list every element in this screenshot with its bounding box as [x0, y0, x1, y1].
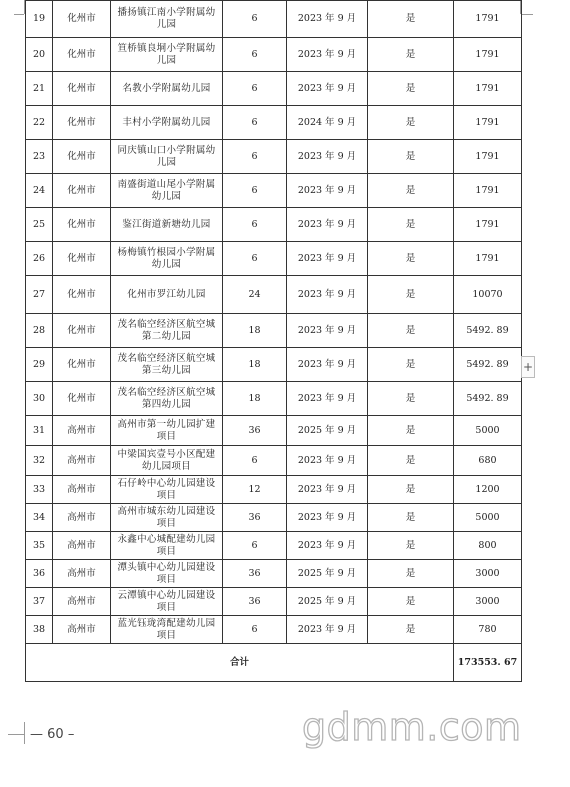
city-cell: 化州市: [53, 72, 111, 106]
table-row: [26, 140, 522, 174]
project-name: 播扬镇江南小学附属幼儿园: [111, 1, 223, 38]
project-name: 高州市城东幼儿园建设项目: [111, 504, 223, 532]
amount-cell: 5000: [454, 416, 522, 446]
project-name: 丰村小学附属幼儿园: [111, 106, 223, 140]
class-count: 12: [223, 476, 287, 504]
table-row: [26, 72, 522, 106]
project-name: 名教小学附属幼儿园: [111, 72, 223, 106]
row-number: 25: [26, 208, 53, 242]
city-cell: 高州市: [53, 616, 111, 644]
completion-date: 2023 年 9 月: [287, 616, 368, 644]
row-number: 36: [26, 560, 53, 588]
table-row: [26, 208, 522, 242]
table-row: [26, 416, 522, 446]
amount-cell: 1791: [454, 140, 522, 174]
project-name: 茂名临空经济区航空城第二幼儿园: [111, 314, 223, 348]
city-cell: 化州市: [53, 242, 111, 276]
completion-date: 2023 年 9 月: [287, 208, 368, 242]
city-cell: 高州市: [53, 588, 111, 616]
included-flag: 是: [368, 314, 454, 348]
included-flag: 是: [368, 416, 454, 446]
class-count: 24: [223, 276, 287, 314]
completion-date: 2023 年 9 月: [287, 276, 368, 314]
class-count: 36: [223, 416, 287, 446]
class-count: 6: [223, 72, 287, 106]
table-row: [26, 276, 522, 314]
class-count: 36: [223, 588, 287, 616]
row-number: 21: [26, 72, 53, 106]
included-flag: 是: [368, 72, 454, 106]
row-number: 35: [26, 532, 53, 560]
completion-date: 2023 年 9 月: [287, 348, 368, 382]
city-cell: 高州市: [53, 504, 111, 532]
completion-date: 2025 年 9 月: [287, 416, 368, 446]
completion-date: 2023 年 9 月: [287, 476, 368, 504]
table-row: [26, 106, 522, 140]
row-number: 31: [26, 416, 53, 446]
table-row: [26, 616, 522, 644]
class-count: 6: [223, 208, 287, 242]
amount-cell: 3000: [454, 588, 522, 616]
table-row: [26, 242, 522, 276]
completion-date: 2023 年 9 月: [287, 446, 368, 476]
table-row: [26, 314, 522, 348]
included-flag: 是: [368, 532, 454, 560]
project-name: 化州市罗江幼儿园: [111, 276, 223, 314]
page-number-dash-right: –: [67, 727, 75, 742]
class-count: 6: [223, 174, 287, 208]
class-count: 6: [223, 446, 287, 476]
class-count: 6: [223, 38, 287, 72]
completion-date: 2023 年 9 月: [287, 174, 368, 208]
completion-date: 2023 年 9 月: [287, 1, 368, 38]
included-flag: 是: [368, 242, 454, 276]
included-flag: 是: [368, 348, 454, 382]
amount-cell: 5492. 89: [454, 314, 522, 348]
row-number: 29: [26, 348, 53, 382]
table-row: [26, 446, 522, 476]
project-name: 杨梅镇竹根园小学附属幼儿园: [111, 242, 223, 276]
amount-cell: 3000: [454, 560, 522, 588]
city-cell: 化州市: [53, 208, 111, 242]
project-name: 同庆镇山口小学附属幼儿园: [111, 140, 223, 174]
row-number: 19: [26, 1, 53, 38]
completion-date: 2025 年 9 月: [287, 588, 368, 616]
table-row: [26, 174, 522, 208]
row-number: 32: [26, 446, 53, 476]
amount-cell: 5000: [454, 504, 522, 532]
city-cell: 化州市: [53, 276, 111, 314]
project-name: 蓝光钰珑湾配建幼儿园项目: [111, 616, 223, 644]
project-name: 中梁国宾壹号小区配建幼儿园项目: [111, 446, 223, 476]
table-row: [26, 588, 522, 616]
included-flag: 是: [368, 382, 454, 416]
completion-date: 2023 年 9 月: [287, 242, 368, 276]
amount-cell: 1791: [454, 174, 522, 208]
city-cell: 高州市: [53, 532, 111, 560]
amount-cell: 5492. 89: [454, 382, 522, 416]
city-cell: 高州市: [53, 560, 111, 588]
class-count: 6: [223, 242, 287, 276]
completion-date: 2023 年 9 月: [287, 140, 368, 174]
crop-mark: [521, 14, 533, 15]
table-row: [26, 382, 522, 416]
completion-date: 2024 年 9 月: [287, 106, 368, 140]
class-count: 36: [223, 504, 287, 532]
table-row: [26, 504, 522, 532]
row-number: 22: [26, 106, 53, 140]
row-number: 34: [26, 504, 53, 532]
amount-cell: 1791: [454, 38, 522, 72]
included-flag: 是: [368, 560, 454, 588]
city-cell: 化州市: [53, 174, 111, 208]
crop-mark: [8, 734, 24, 735]
crop-mark: [24, 722, 25, 744]
total-label: 合计: [26, 644, 454, 682]
project-table: [25, 0, 522, 682]
included-flag: 是: [368, 446, 454, 476]
project-name: 潭头镇中心幼儿园建设项目: [111, 560, 223, 588]
included-flag: 是: [368, 1, 454, 38]
amount-cell: 1791: [454, 1, 522, 38]
city-cell: 高州市: [53, 416, 111, 446]
table-row: [26, 476, 522, 504]
expand-button[interactable]: +: [521, 356, 535, 378]
included-flag: 是: [368, 38, 454, 72]
project-name: 茂名临空经济区航空城第三幼儿园: [111, 348, 223, 382]
city-cell: 高州市: [53, 446, 111, 476]
completion-date: 2025 年 9 月: [287, 560, 368, 588]
class-count: 18: [223, 382, 287, 416]
table-row: [26, 560, 522, 588]
row-number: 23: [26, 140, 53, 174]
class-count: 6: [223, 532, 287, 560]
amount-cell: 1791: [454, 242, 522, 276]
city-cell: 化州市: [53, 314, 111, 348]
row-number: 38: [26, 616, 53, 644]
amount-cell: 1200: [454, 476, 522, 504]
amount-cell: 1791: [454, 106, 522, 140]
crop-mark: [14, 14, 24, 15]
row-number: 33: [26, 476, 53, 504]
included-flag: 是: [368, 504, 454, 532]
project-name: 石仔岭中心幼儿园建设项目: [111, 476, 223, 504]
amount-cell: 1791: [454, 208, 522, 242]
total-amount: 173553. 67: [454, 644, 522, 682]
project-name: 高州市第一幼儿园扩建项目: [111, 416, 223, 446]
city-cell: 化州市: [53, 348, 111, 382]
row-number: 27: [26, 276, 53, 314]
row-number: 28: [26, 314, 53, 348]
amount-cell: 5492. 89: [454, 348, 522, 382]
included-flag: 是: [368, 588, 454, 616]
table-row: [26, 348, 522, 382]
city-cell: 高州市: [53, 476, 111, 504]
project-name: 鉴江街道新塘幼儿园: [111, 208, 223, 242]
included-flag: 是: [368, 276, 454, 314]
city-cell: 化州市: [53, 1, 111, 38]
row-number: 26: [26, 242, 53, 276]
completion-date: 2023 年 9 月: [287, 504, 368, 532]
project-name: 永鑫中心城配建幼儿园项目: [111, 532, 223, 560]
included-flag: 是: [368, 476, 454, 504]
included-flag: 是: [368, 174, 454, 208]
table-row: [26, 1, 522, 38]
class-count: 18: [223, 314, 287, 348]
class-count: 6: [223, 106, 287, 140]
row-number: 30: [26, 382, 53, 416]
watermark-text: gdmm.com: [302, 705, 522, 749]
project-name: 茂名临空经济区航空城第四幼儿园: [111, 382, 223, 416]
project-name: 笪桥镇良垌小学附属幼儿园: [111, 38, 223, 72]
included-flag: 是: [368, 208, 454, 242]
page-number-dash: —: [30, 727, 43, 742]
amount-cell: 680: [454, 446, 522, 476]
class-count: 6: [223, 1, 287, 38]
city-cell: 化州市: [53, 140, 111, 174]
site-watermark: [300, 700, 530, 756]
total-row: [26, 644, 522, 682]
row-number: 37: [26, 588, 53, 616]
included-flag: 是: [368, 616, 454, 644]
class-count: 6: [223, 140, 287, 174]
project-name: 云潭镇中心幼儿园建设项目: [111, 588, 223, 616]
city-cell: 化州市: [53, 38, 111, 72]
amount-cell: 780: [454, 616, 522, 644]
page-number: [30, 727, 74, 742]
completion-date: 2023 年 9 月: [287, 72, 368, 106]
class-count: 6: [223, 616, 287, 644]
page-number-value: 60: [47, 727, 64, 742]
city-cell: 化州市: [53, 106, 111, 140]
class-count: 36: [223, 560, 287, 588]
table-row: [26, 38, 522, 72]
row-number: 20: [26, 38, 53, 72]
class-count: 18: [223, 348, 287, 382]
city-cell: 化州市: [53, 382, 111, 416]
included-flag: 是: [368, 140, 454, 174]
row-number: 24: [26, 174, 53, 208]
table-body: [26, 1, 522, 682]
table-row: [26, 532, 522, 560]
amount-cell: 800: [454, 532, 522, 560]
completion-date: 2023 年 9 月: [287, 38, 368, 72]
project-name: 南盛街道山尾小学附属幼儿园: [111, 174, 223, 208]
amount-cell: 1791: [454, 72, 522, 106]
completion-date: 2023 年 9 月: [287, 382, 368, 416]
included-flag: 是: [368, 106, 454, 140]
completion-date: 2023 年 9 月: [287, 314, 368, 348]
amount-cell: 10070: [454, 276, 522, 314]
completion-date: 2023 年 9 月: [287, 532, 368, 560]
